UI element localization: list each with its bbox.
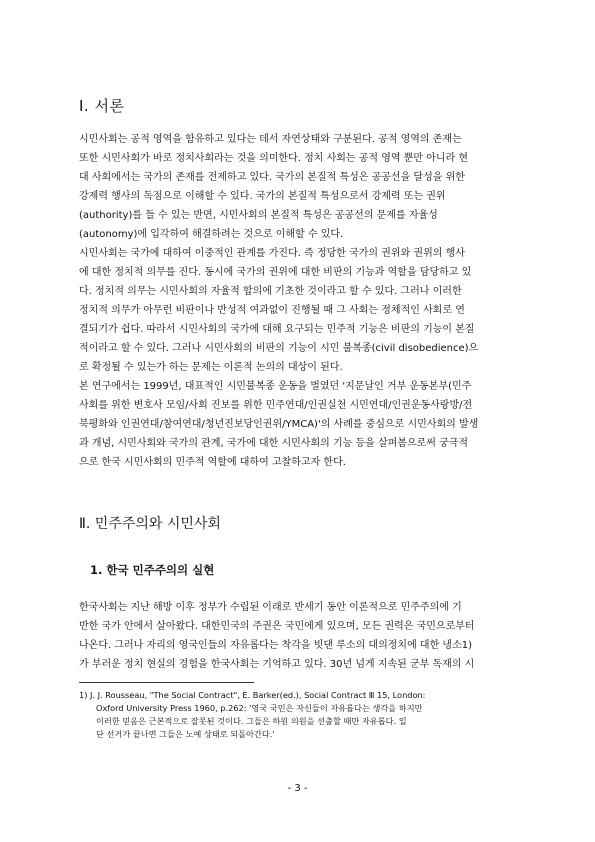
body-line: 반한 국가 안에서 살아왔다. 대한민국의 주권은 국민에게 있으며, 모든 권력은 국민으로부터	[79, 621, 475, 632]
footnote-divider	[79, 682, 254, 683]
body-line: 과 개념, 시민사회와 국가의 관계, 국가에 대한 시민사회의 기능 등을 살펴봄으로써 궁극적	[79, 438, 469, 449]
footnote-line: 1) J. J. Rousseau, "The Social Contract", E. Barker(ed.), Social Contract Ⅲ 15, London:	[79, 690, 426, 700]
body-line: 나온다. 그러나 자리의 영국인들의 자유롭다는 착각을 빗댄 루소의 대의정치에 대한 냉소1)	[79, 640, 472, 651]
body-line: 대 사회에서는 국가의 존재를 전제하고 있다. 국가의 본질적 특성은 공공선을 달성을 위한	[79, 172, 465, 183]
footnote-line: 이러한 믿음은 근본적으로 잘못된 것이다. 그들은 하원 의원을 선출할 때만 자유롭다. 일	[96, 716, 407, 726]
body-line: (authority)를 들 수 있는 반면, 시민사회의 본질적 특성은 공공선의 문제를 자율성	[79, 210, 438, 221]
footnote-line: Oxford University Press 1960, p.262: '영국 국민은 자신들이 자유롭다는 생각을 하지만	[96, 703, 423, 713]
section-heading-democracy: Ⅱ. 민주주의와 시민사회	[79, 516, 221, 532]
footnote-line: 단 선거가 끝나면 그들은 노예 상태로 되돌아간다.'	[96, 729, 275, 739]
body-line: 북평화와 인권연대/참여연대/청년진보당인권위/YMCA)'의 사례를 중심으로 시민사회의 발생	[79, 419, 479, 430]
body-line: 시민사회는 공적 영역을 함유하고 있다는 데서 자연상태와 구분된다. 공적 영역의 존재는	[79, 134, 462, 145]
body-line: 강제력 행사의 독점으로 이해할 수 있다. 국가의 본질적 특성으로서 강제력 또는 권위	[79, 191, 446, 202]
body-line: 정치적 의무가 아무런 비판이나 반성적 여과없이 진행될 때 그 사회는 정체적인 사회로 연	[79, 305, 465, 316]
body-line: 에 대한 정치적 의무를 진다. 동시에 국가의 권위에 대한 비판의 기능과 역할을 담당하고 있	[79, 267, 472, 278]
body-line: 결되기가 쉽다. 따라서 시민사회의 국가에 대해 요구되는 민주적 기능은 비판의 기능이 본질	[79, 324, 475, 335]
page-number: - 3 -	[287, 783, 308, 794]
body-line: 적이라고 할 수 있다. 그러나 시민사회의 비판의 기능이 시민 불복종(civil disobedience)으	[79, 343, 479, 354]
body-line: 가 부러운 정치 현실의 경험을 한국사회는 기억하고 있다. 30년 넘게 지속된 군부 독재의 시	[79, 659, 475, 670]
body-line: 시민사회는 국가에 대하여 이중적인 관계를 가진다. 즉 정당한 국가의 권위와 권위의 행사	[79, 248, 465, 259]
subsection-heading: 1. 한국 민주주의의 실현	[90, 563, 215, 577]
body-line: 다. 정치적 의무는 시민사회의 자율적 합의에 기초한 것이라고 할 수 있다. 그러나 이러한	[79, 286, 462, 297]
body-line: 사회를 위한 변호사 모임/사회 진보를 위한 민주연대/인권실천 시민연대/인권운동사랑방/전	[79, 400, 473, 411]
body-line: 으로 한국 시민사회의 민주적 역할에 대하여 고찰하고자 한다.	[79, 457, 346, 468]
body-line: 한국사회는 지난 해방 이후 정부가 수립된 이래로 반세기 동안 이론적으로 민주주의에 기	[79, 602, 462, 613]
section-heading-introduction: Ⅰ. 서론	[79, 97, 125, 115]
body-line: 본 연구에서는 1999년, 대표적인 시민불복종 운동을 벌였던 '지문날인 거부 운동본부(민주	[79, 381, 472, 392]
body-line: 또한 시민사회가 바로 정치사회라는 것을 의미한다. 정치 사회는 공적 영역 뿐만 아니라 현	[79, 153, 469, 164]
body-line: 로 확정될 수 있는가 하는 문제는 이론적 논의의 대상이 된다.	[79, 362, 343, 373]
body-line: (autonomy)에 입각하여 해결하려는 것으로 이해할 수 있다.	[79, 229, 344, 240]
